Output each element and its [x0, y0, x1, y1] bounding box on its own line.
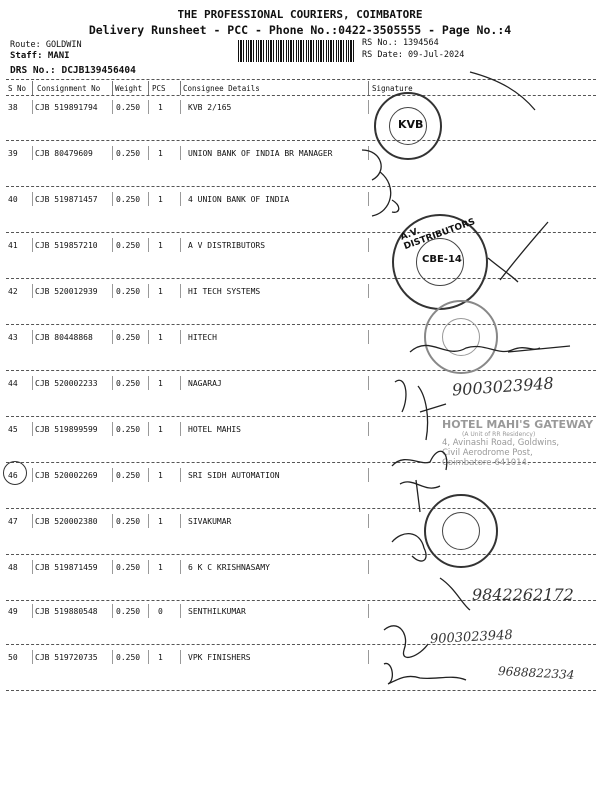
row-weight: 0.250 [116, 425, 141, 434]
signature-46 [400, 480, 440, 512]
signature-44 [395, 380, 446, 440]
row-consignment: CJB 520002269 [35, 471, 98, 480]
row-consignment: CJB 520002233 [35, 379, 98, 388]
col-consignee: Consignee Details [183, 84, 260, 93]
row-consignment: CJB 519880548 [35, 607, 98, 616]
handwritten-phone-49: 9003023948 [429, 627, 514, 648]
row-consignee: HOTEL MAHIS [188, 425, 241, 434]
row-consignment: CJB 520012939 [35, 287, 98, 296]
row-pcs: 1 [158, 195, 163, 204]
col-signature: Signature [372, 84, 413, 93]
row-sno: 45 [8, 425, 18, 434]
row-weight: 0.250 [116, 195, 141, 204]
signature-38 [470, 72, 535, 110]
drs-number: DRS No.: DCJB139456404 [10, 65, 136, 76]
handwritten-phone-44: 9003023948 [451, 373, 555, 400]
signature-39 [362, 150, 399, 216]
hotel-stamp-line4: Civil Aerodrome Post, [442, 448, 533, 458]
row-consignee: A V DISTRIBUTORS [188, 241, 266, 250]
row-pcs: 1 [158, 517, 163, 526]
row-weight: 0.250 [116, 287, 141, 296]
rs-number: RS No.: 1394564 [362, 38, 439, 48]
row-pcs: 1 [158, 103, 163, 112]
row-consignee: 4 UNION BANK OF INDIA [188, 195, 290, 204]
handwritten-phone-48: 9842262172 [472, 585, 574, 604]
rs-date: RS Date: 09-Jul-2024 [362, 50, 465, 60]
row-consignment: CJB 519871459 [35, 563, 98, 572]
row-pcs: 1 [158, 333, 163, 342]
kvb-seal: KVB [374, 92, 442, 160]
row-pcs: 1 [158, 563, 163, 572]
handwritten-phone-50: 9688822334 [497, 664, 575, 682]
row-consignee: HITECH [188, 333, 217, 342]
col-pcs: PCS [152, 84, 166, 93]
row-sno: 48 [8, 563, 18, 572]
row-consignee: KVB 2/165 [188, 103, 232, 112]
col-consignment: Consignment No [37, 84, 101, 93]
row-pcs: 1 [158, 379, 163, 388]
row-consignment: CJB 80448868 [35, 333, 93, 342]
row-weight: 0.250 [116, 149, 141, 158]
row-consignment: CJB 519857210 [35, 241, 98, 250]
row-consignee: SRI SIDH AUTOMATION [188, 471, 280, 480]
row-weight: 0.250 [116, 471, 141, 480]
row-weight: 0.250 [116, 563, 141, 572]
row-weight: 0.250 [116, 379, 141, 388]
signature-49 [384, 626, 428, 658]
row-pcs: 1 [158, 653, 163, 662]
signature-41 [488, 222, 548, 282]
av-seal-center: CBE-14 [422, 254, 462, 265]
hotel-stamp-line2: (A Unit of RR Residency) [462, 431, 536, 438]
row-pcs: 1 [158, 149, 163, 158]
row-weight: 0.250 [116, 333, 141, 342]
route-label: Route: GOLDWIN [10, 40, 82, 50]
row-pcs: 1 [158, 471, 163, 480]
row-sno: 42 [8, 287, 18, 296]
signature-43 [410, 345, 570, 352]
row-weight: 0.250 [116, 607, 141, 616]
row-consignee: HI TECH SYSTEMS [188, 287, 261, 296]
row-consignment: CJB 519871457 [35, 195, 98, 204]
col-sno: S No [8, 84, 27, 93]
hotel-stamp-line5: Coimbatore-641014. [442, 458, 530, 468]
row-consignee: NAGARAJ [188, 379, 222, 388]
row-consignee: SENTHILKUMAR [188, 607, 246, 616]
hotel-stamp-line1: HOTEL MAHI'S GATEWAY [442, 418, 594, 431]
company-title: THE PROFESSIONAL COURIERS, COIMBATORE [177, 8, 423, 21]
runsheet-subtitle: Delivery Runsheet - PCC - Phone No.:0422-3505555 - Page No.:4 [88, 23, 512, 37]
row-consignment: CJB 520002380 [35, 517, 98, 526]
row-sno: 46 [8, 471, 18, 480]
row-consignment: CJB 519891794 [35, 103, 98, 112]
col-weight: Weight [115, 84, 143, 93]
row-consignment: CJB 519899599 [35, 425, 98, 434]
row-sno: 40 [8, 195, 18, 204]
row-consignee: 6 K C KRISHNASAMY [188, 563, 270, 572]
signature-45 [392, 451, 447, 470]
row-consignee: UNION BANK OF INDIA BR MANAGER [188, 149, 333, 158]
row-sno: 39 [8, 149, 18, 158]
row-pcs: 1 [158, 287, 163, 296]
row-consignee: VPK FINISHERS [188, 653, 251, 662]
row-weight: 0.250 [116, 103, 141, 112]
row-sno: 49 [8, 607, 18, 616]
row-sno: 50 [8, 653, 18, 662]
row-sno: 47 [8, 517, 18, 526]
av-seal-text: A.V. DISTRIBUTORS [399, 217, 477, 253]
row-consignment: CJB 519720735 [35, 653, 98, 662]
row-consignment: CJB 80479609 [35, 149, 93, 158]
row-pcs: 1 [158, 425, 163, 434]
row-sno: 43 [8, 333, 18, 342]
row-weight: 0.250 [116, 653, 141, 662]
row-consignee: SIVAKUMAR [188, 517, 232, 526]
row-pcs: 1 [158, 241, 163, 250]
row-sno: 44 [8, 379, 18, 388]
staff-label: Staff: MANI [10, 51, 70, 61]
row-weight: 0.250 [116, 517, 141, 526]
signature-50 [384, 663, 466, 684]
row-weight: 0.250 [116, 241, 141, 250]
row-sno: 38 [8, 103, 18, 112]
row-sno: 41 [8, 241, 18, 250]
hotel-stamp-line3: 4, Avinashi Road, Goldwins, [442, 438, 560, 448]
row-pcs: 0 [158, 607, 163, 616]
signature-47 [392, 534, 426, 561]
signature-48 [440, 578, 470, 610]
